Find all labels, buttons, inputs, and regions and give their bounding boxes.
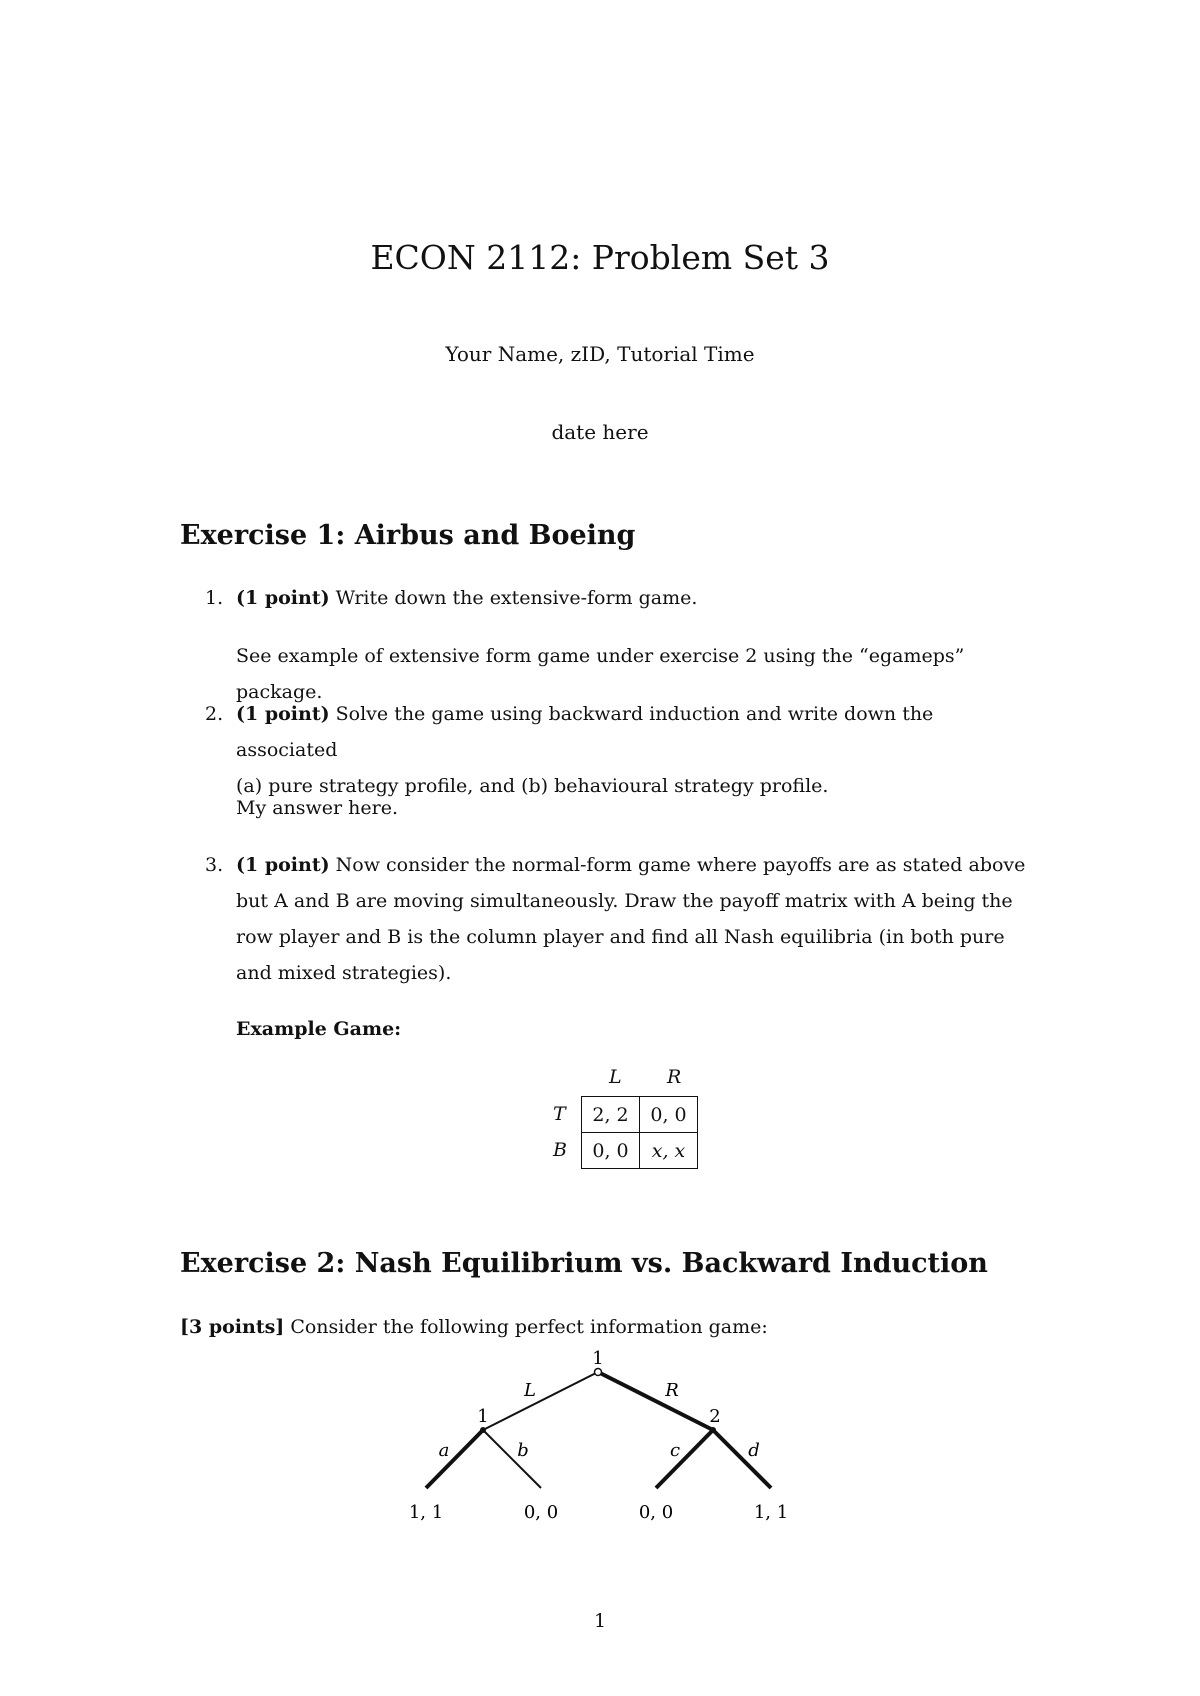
item-2-line2: (a) pure strategy profile, and (b) behavioural strategy profile. bbox=[236, 775, 829, 797]
item-3-line1: Now consider the normal-form game where payoffs are as stated above bbox=[335, 854, 1026, 876]
item-2-points: (1 point) bbox=[236, 703, 330, 725]
matrix-row-label-t: T bbox=[553, 1103, 566, 1125]
edge-d bbox=[713, 1430, 771, 1488]
move-r-label: R bbox=[665, 1380, 679, 1401]
item-3-points: (1 point) bbox=[236, 854, 330, 876]
edge-c bbox=[656, 1430, 713, 1488]
item-1-points: (1 point) bbox=[236, 587, 330, 609]
right-node bbox=[710, 1427, 716, 1433]
left-node bbox=[480, 1427, 486, 1433]
edge-root-left bbox=[483, 1372, 598, 1430]
item-1-answer: See example of extensive form game under exercise 2 using the “egameps” package. bbox=[236, 645, 965, 703]
matrix-cell: 0, 0 bbox=[582, 1133, 640, 1169]
root-player-label: 1 bbox=[592, 1348, 604, 1369]
move-l-label: L bbox=[524, 1380, 536, 1401]
example-game-label: Example Game: bbox=[236, 1018, 402, 1040]
matrix-col-label-r: R bbox=[667, 1066, 682, 1088]
exercise-2-heading: Exercise 2: Nash Equilibrium vs. Backward Induction bbox=[180, 1248, 988, 1279]
date-line: date here bbox=[551, 420, 649, 444]
matrix-col-label-l: L bbox=[609, 1066, 622, 1088]
payoff-c: 0, 0 bbox=[638, 1502, 674, 1523]
move-c-label: c bbox=[669, 1440, 681, 1461]
edge-root-right bbox=[598, 1372, 713, 1430]
matrix-cell: x, x bbox=[640, 1133, 698, 1169]
move-a-label: a bbox=[438, 1440, 450, 1461]
item-1-number: 1. bbox=[205, 587, 224, 609]
item-2-answer: My answer here. bbox=[236, 797, 399, 819]
edge-a bbox=[426, 1430, 483, 1488]
item-3-number: 3. bbox=[205, 854, 224, 876]
payoff-b: 0, 0 bbox=[523, 1502, 559, 1523]
item-3-line3: row player and B is the column player and find all Nash equilibria (in both pure bbox=[236, 926, 1005, 948]
payoff-a: 1, 1 bbox=[408, 1502, 444, 1523]
move-b-label: b bbox=[517, 1440, 529, 1461]
item-1-question: Write down the extensive-form game. bbox=[335, 587, 698, 609]
item-3-line2: but A and B are moving simultaneously. Draw the payoff matrix with A being the bbox=[236, 890, 1013, 912]
edge-b bbox=[483, 1430, 541, 1488]
left-player-label: 1 bbox=[477, 1406, 489, 1427]
exercise-2-intro-text: Consider the following perfect information game: bbox=[290, 1316, 768, 1338]
payoff-d: 1, 1 bbox=[753, 1502, 789, 1523]
matrix-cell: 2, 2 bbox=[582, 1097, 640, 1133]
item-2-number: 2. bbox=[205, 703, 224, 725]
author-line: Your Name, zID, Tutorial Time bbox=[445, 342, 755, 366]
exercise-1-heading: Exercise 1: Airbus and Boeing bbox=[180, 520, 636, 551]
matrix-cell: 0, 0 bbox=[640, 1097, 698, 1133]
right-player-label: 2 bbox=[709, 1406, 721, 1427]
page-number: 1 bbox=[593, 1610, 607, 1632]
item-2-line1: Solve the game using backward induction and write down the associated bbox=[236, 703, 934, 761]
document-title: ECON 2112: Problem Set 3 bbox=[370, 238, 830, 277]
move-d-label: d bbox=[748, 1440, 760, 1461]
root-node bbox=[595, 1369, 602, 1376]
item-3-line4: and mixed strategies). bbox=[236, 962, 452, 984]
matrix-row-label-b: B bbox=[553, 1139, 567, 1161]
exercise-2-points: [3 points] bbox=[180, 1316, 285, 1338]
